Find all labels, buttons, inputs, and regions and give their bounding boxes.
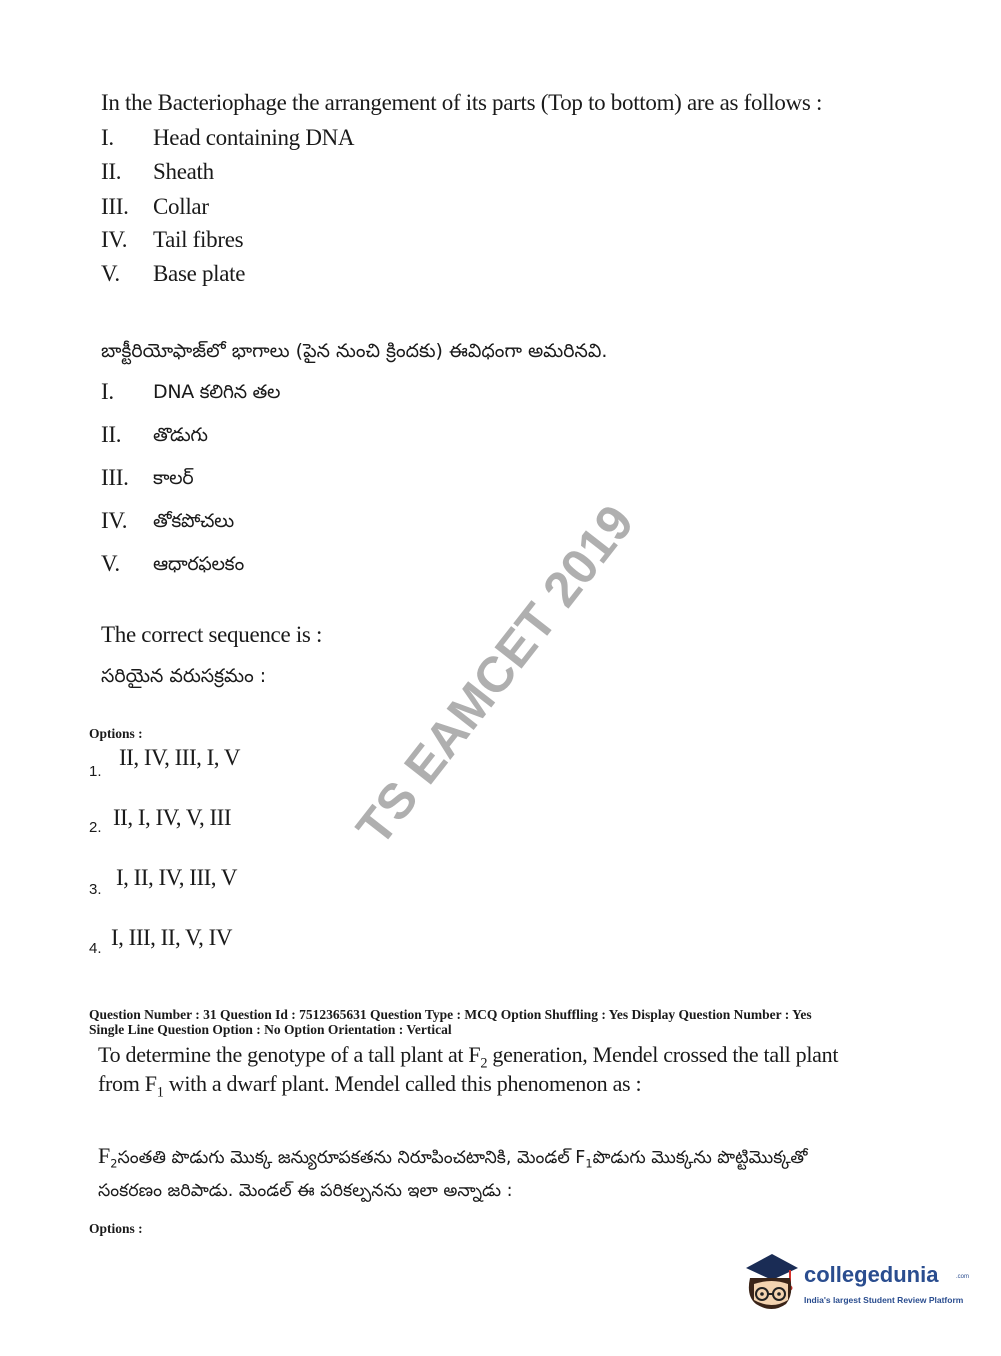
- item-text: తోకపోచలు: [153, 510, 234, 532]
- option-number: 3.: [89, 881, 102, 898]
- collegedunia-logo: [742, 1248, 972, 1318]
- item-number: IV.: [101, 227, 128, 252]
- item-text: DNA కలిగిన తల: [153, 381, 281, 403]
- question-text-telugu: బాక్టీరియోఫాజ్‌లో భాగాలు (పైన నుంచి క్రిందకు) ఈవిధంగా అమరినవి.: [101, 340, 608, 362]
- item-text: Sheath: [153, 159, 214, 184]
- question-meta: Single Line Question Option : No Option Orientation : Vertical: [89, 1022, 452, 1037]
- item-number: III.: [101, 465, 129, 490]
- option-text: II, I, IV, V, III: [113, 805, 231, 830]
- option-number: 1.: [89, 763, 102, 780]
- item-text: ఆధారఫలకం: [153, 553, 244, 575]
- item-number: I.: [101, 379, 114, 404]
- item-text: Head containing DNA: [153, 125, 355, 150]
- question-text-telugu: సంకరణం జరిపాడు. మెండల్ ఈ పరికల్పనను ఇలా అన్నాడు :: [98, 1181, 513, 1201]
- item-number: II.: [101, 159, 122, 184]
- item-number: II.: [101, 422, 122, 447]
- item-text: తొడుగు: [153, 424, 208, 446]
- question-text: To determine the genotype of a tall plant at $F_2$ generation, Mendel crossed the tall plant: [98, 1042, 839, 1072]
- logo-com: .com: [956, 1274, 970, 1280]
- question-text: In the Bacteriophage the arrangement of its parts (Top to bottom) are as follows :: [101, 90, 823, 115]
- item-number: I.: [101, 125, 114, 150]
- item-number: IV.: [101, 508, 128, 533]
- option-number: 4.: [89, 940, 102, 957]
- mascot-icon: [742, 1248, 800, 1316]
- options-label: Options :: [89, 726, 143, 741]
- option-text: I, III, II, V, IV: [111, 925, 232, 950]
- item-text: Collar: [153, 194, 209, 219]
- options-label: Options :: [89, 1221, 143, 1236]
- option-text: I, II, IV, III, V: [116, 865, 237, 890]
- question-meta: Question Number : 31 Question Id : 7512365631 Question Type : MCQ Option Shuffling : Yes Display Question Number : Yes: [89, 1007, 812, 1022]
- item-number: III.: [101, 194, 129, 219]
- item-text: Tail fibres: [153, 227, 244, 252]
- item-number: V.: [101, 261, 120, 286]
- item-text: కాలర్: [153, 467, 194, 489]
- item-number: V.: [101, 551, 120, 576]
- question-text-telugu: $F_2సంతతి$ పొడుగు మొక్క జన్యురూపకతను నిరూపించటానికి, మెండల్ $F_1పొడుగు$ మొక్కను పొట్టిమొక్కతో: [98, 1143, 808, 1171]
- sequence-prompt: The correct sequence is :: [101, 622, 323, 647]
- sequence-prompt-telugu: సరియైన వరుసక్రమం :: [101, 665, 267, 687]
- option-number: 2.: [89, 819, 102, 836]
- item-text: Base plate: [153, 261, 246, 286]
- question-text: from $F_1$ with a dwarf plant. Mendel called this phenomenon as :: [98, 1071, 642, 1101]
- logo-name: collegedunia: [804, 1262, 939, 1287]
- logo-tagline: India's largest Student Review Platform: [804, 1295, 964, 1305]
- option-text: II, IV, III, I, V: [119, 745, 240, 770]
- watermark: TS EAMCET 2019: [345, 494, 645, 856]
